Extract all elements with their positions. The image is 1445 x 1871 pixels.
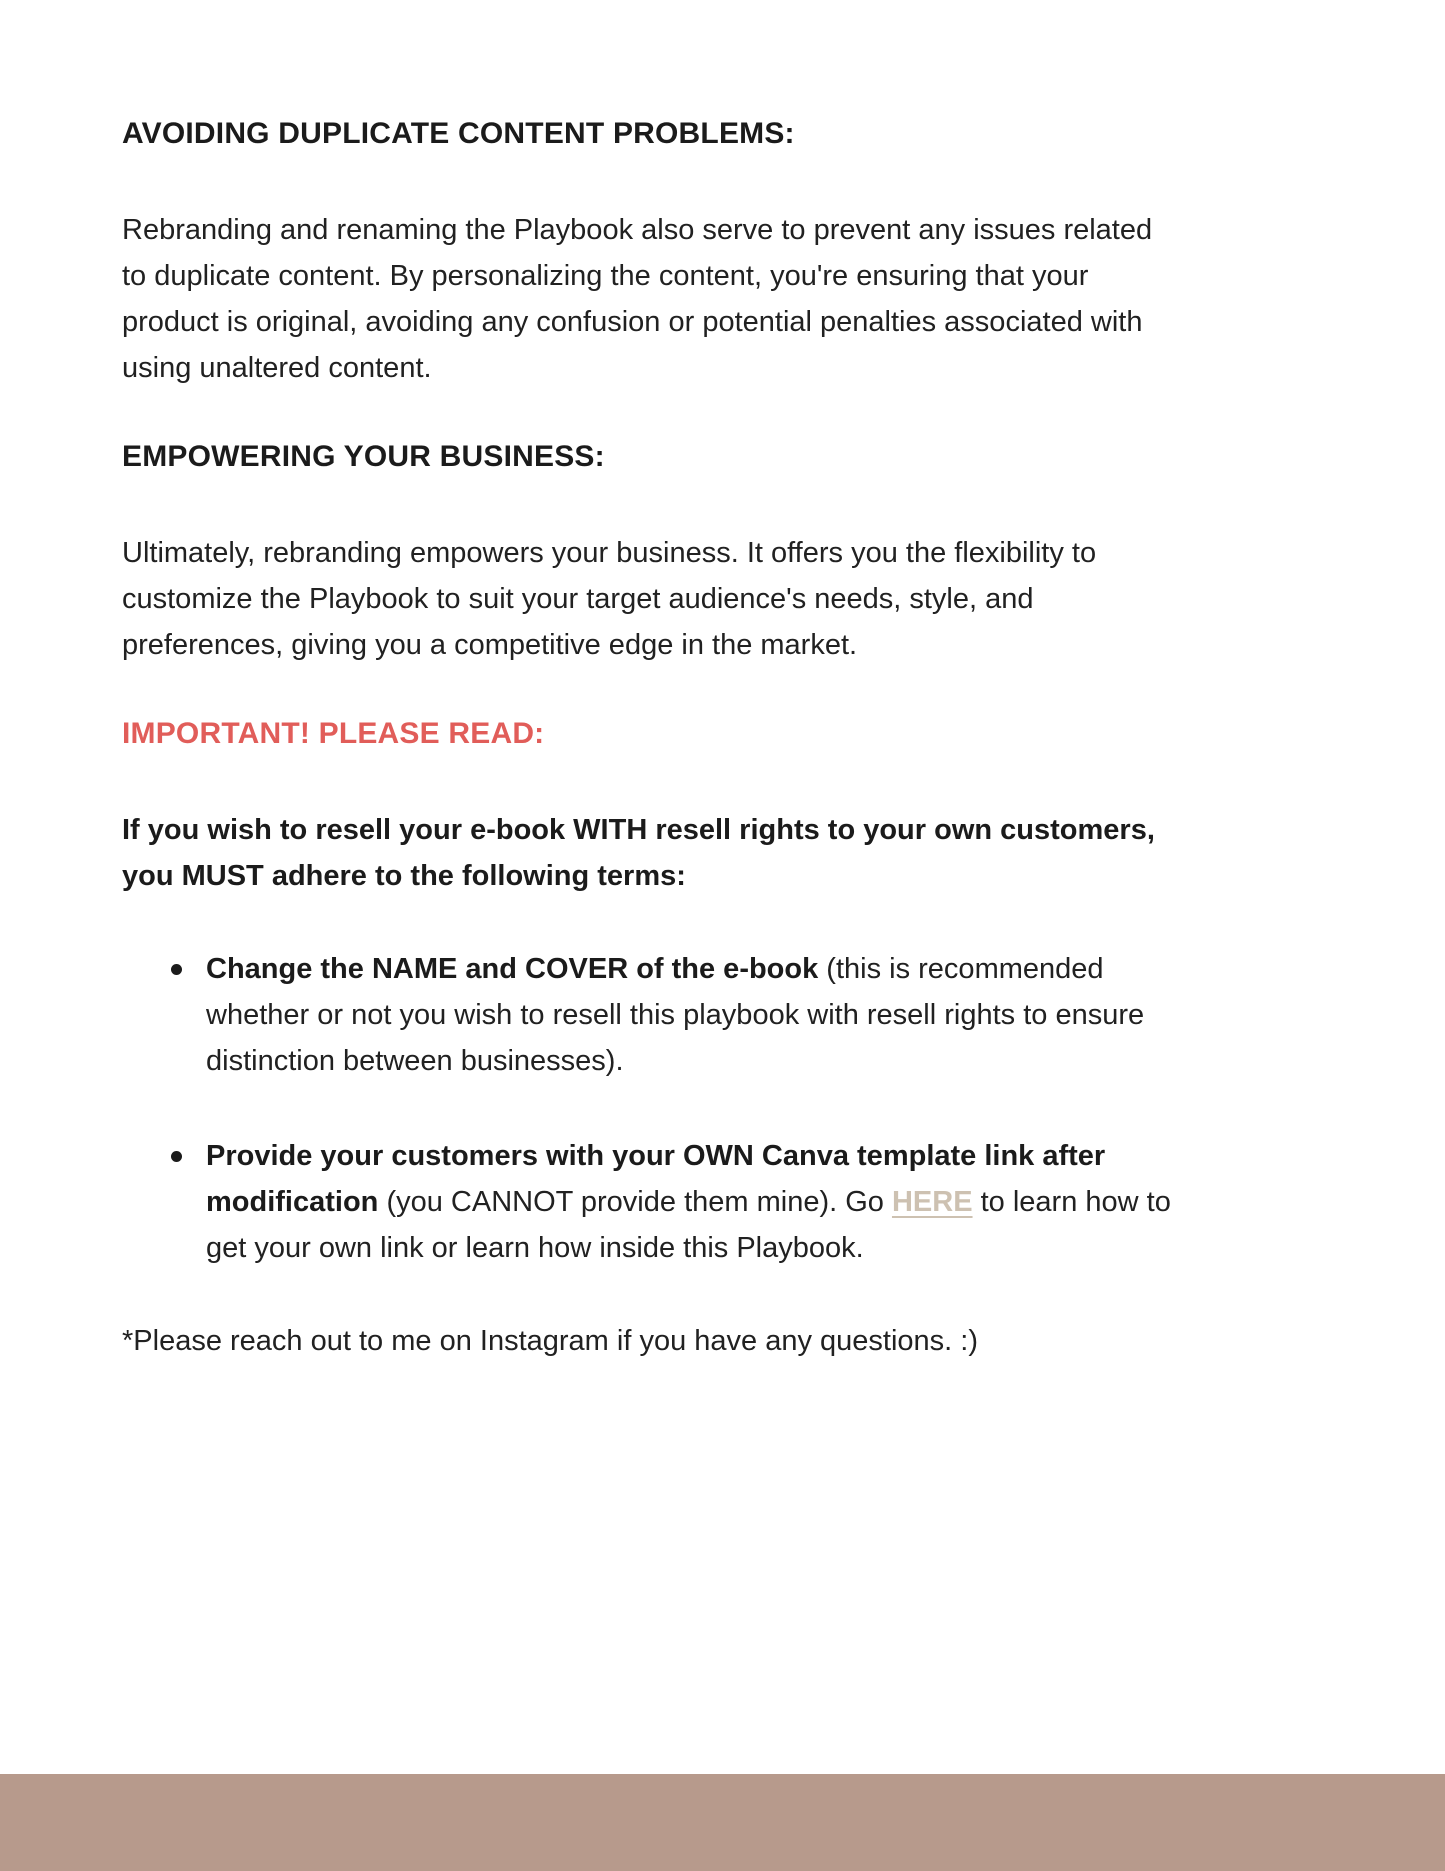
paragraph-instagram-note: *Please reach out to me on Instagram if you have any questions. :) [122,1325,978,1357]
term-regular-text: to learn how to get your own link or learn how inside this Playbook. [206,1186,1171,1264]
list-item-provide-own-link [122,1133,1285,1271]
footer-bar [0,1774,1445,1871]
section-heading-empowering-business: EMPOWERING YOUR BUSINESS: [122,440,605,473]
term-text [206,1133,1171,1271]
term-bold-text: Provide your customers with your OWN Canva template link after modification [206,1140,1106,1218]
term-regular-text: (this is recommended whether or not you wish to resell this playbook with resell rights to ensure distinction between businesses). [206,953,1145,1077]
section-heading-important-please-read: IMPORTANT! PLEASE READ: [122,717,545,750]
bullet-icon [171,1151,182,1162]
paragraph-avoiding-duplicate-content: Rebranding and renaming the Playbook also serve to prevent any issues related to duplicate content. By personalizing the content, you're ensuring that your product is original, avoiding any confusion or potential penalties associated with using unaltered content. [122,214,1153,384]
paragraph-empowering-business: Ultimately, rebranding empowers your business. It offers you the flexibility to customize the Playbook to suit your target audience's needs, style, and preferences, giving you a competitive edge in the market. [122,537,1097,661]
terms-list [122,946,1285,1271]
paragraph-resell-terms-intro: If you wish to resell your e-book WITH resell rights to your own customers, you MUST adhere to the following terms: [122,814,1155,892]
term-text [206,946,1171,1084]
bullet-icon [171,964,182,975]
term-regular-text: (you CANNOT provide them mine). Go [378,1186,892,1218]
list-item-change-name-cover [122,946,1285,1084]
term-bold-text: Change the NAME and COVER of the e-book [206,953,819,985]
here-link[interactable]: HERE [891,1186,973,1218]
section-heading-avoiding-duplicate-content: AVOIDING DUPLICATE CONTENT PROBLEMS: [122,117,795,150]
